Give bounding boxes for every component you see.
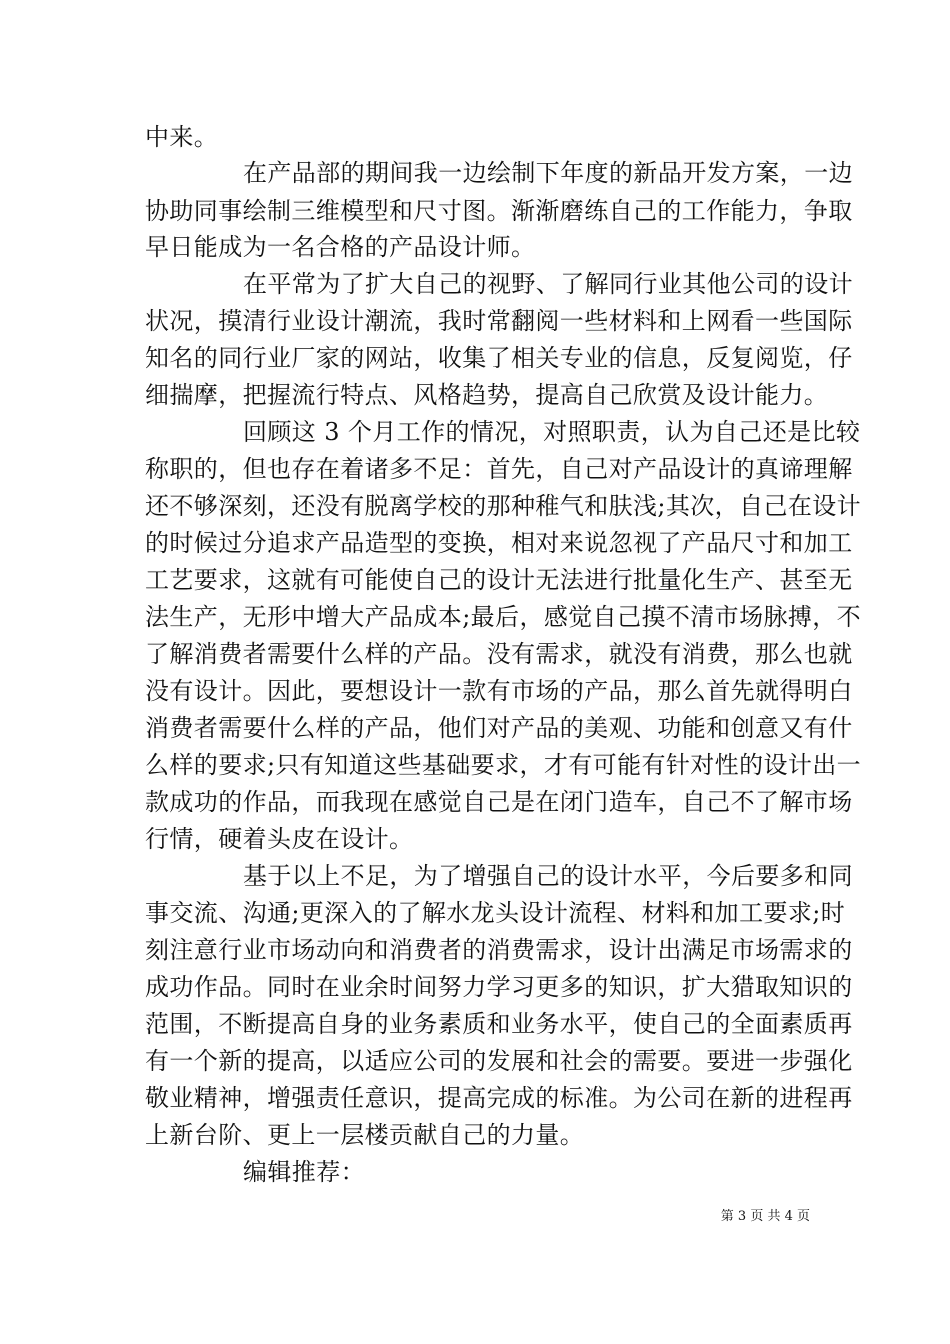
paragraph-first-line: 在平常为了扩大自己的视野、了解同行业其他公司的设计 (243, 270, 853, 298)
text-line: 知名的同行业厂家的网站，收集了相关专业的信息，反复阅览，仔 (145, 344, 853, 372)
text-line: 消费者需要什么样的产品，他们对产品的美观、功能和创意又有什 (145, 714, 853, 742)
text-line: 的时候过分追求产品造型的变换，相对来说忽视了产品尺寸和加工 (145, 529, 853, 557)
text-line: 工艺要求，这就有可能使自己的设计无法进行批量化生产、甚至无 (145, 566, 853, 594)
paragraph-first-line: 回顾这 3 个月工作的情况，对照职责，认为自己还是比较 (243, 418, 861, 446)
text-line: 还不够深刻，还没有脱离学校的那种稚气和肤浅;其次，自己在设计 (145, 492, 862, 520)
paragraph-first-line: 在产品部的期间我一边绘制下年度的新品开发方案，一边 (243, 159, 853, 187)
text-line: 中来。 (145, 123, 219, 151)
text-line: 称职的，但也存在着诸多不足：首先，自己对产品设计的真谛理解 (145, 455, 853, 483)
text-line: 协助同事绘制三维模型和尺寸图。渐渐磨练自己的工作能力，争取 (145, 197, 853, 225)
text-line: 状况，摸清行业设计潮流，我时常翻阅一些材料和上网看一些国际 (145, 307, 853, 335)
text-line: 法生产，无形中增大产品成本;最后，感觉自己摸不清市场脉搏，不 (145, 603, 862, 631)
text-line: 范围，不断提高自身的业务素质和业务水平，使自己的全面素质再 (145, 1010, 853, 1038)
text-line: 没有设计。因此，要想设计一款有市场的产品，那么首先就得明白 (145, 677, 853, 705)
text-line: 行情，硬着头皮在设计。 (145, 825, 414, 853)
paragraph-first-line: 基于以上不足，为了增强自己的设计水平，今后要多和同 (243, 862, 853, 890)
text-line: 早日能成为一名合格的产品设计师。 (145, 233, 536, 261)
text-line: 成功作品。同时在业余时间努力学习更多的知识，扩大猎取知识的 (145, 973, 853, 1001)
text-line: 了解消费者需要什么样的产品。没有需求，就没有消费，那么也就 (145, 640, 853, 668)
text-line: 款成功的作品，而我现在感觉自己是在闭门造车，自己不了解市场 (145, 788, 853, 816)
page-number-footer: 第 3 页 共 4 页 (720, 1209, 810, 1224)
text-line: 上新台阶、更上一层楼贡献自己的力量。 (145, 1121, 585, 1149)
text-line: 事交流、沟通;更深入的了解水龙头设计流程、材料和加工要求;时 (145, 899, 846, 927)
text-line: 么样的要求;只有知道这些基础要求，才有可能有针对性的设计出一 (145, 751, 862, 779)
text-line: 有一个新的提高，以适应公司的发展和社会的需要。要进一步强化 (145, 1047, 853, 1075)
text-line: 敬业精神，增强责任意识，提高完成的标准。为公司在新的进程再 (145, 1084, 853, 1112)
editor-recommendation-heading: 编辑推荐： (243, 1158, 365, 1186)
text-line: 刻注意行业市场动向和消费者的消费需求，设计出满足市场需求的 (145, 936, 853, 964)
text-line: 细揣摩，把握流行特点、风格趋势，提高自己欣赏及设计能力。 (145, 381, 829, 409)
